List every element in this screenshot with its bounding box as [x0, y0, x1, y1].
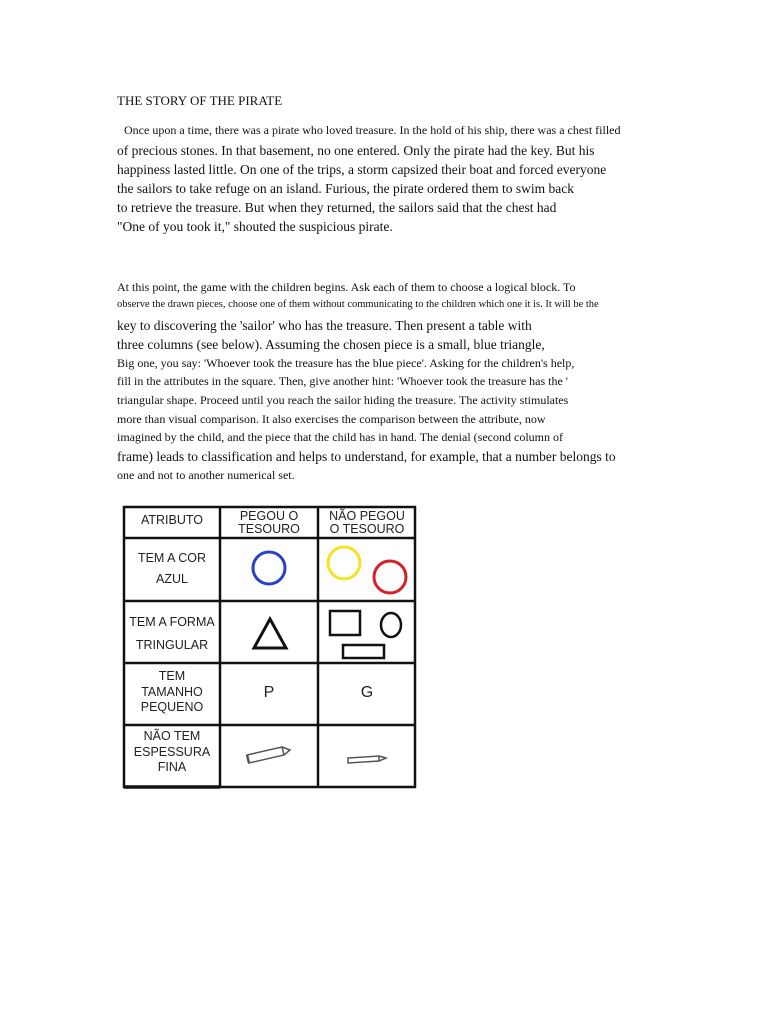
game-line-5: Big one, you say: 'Whoever took the treasure has the blue piece'. Asking for the children's help, — [117, 356, 575, 370]
blue-circle-icon — [253, 552, 285, 584]
circle-outline-icon — [381, 613, 401, 637]
header-attribute: ATRIBUTO — [140, 513, 204, 527]
game-line-3: key to discovering the 'sailor' who has the treasure. Then present a table with — [117, 318, 532, 333]
game-line-8: more than visual comparison. It also exercises the comparison between the attribute, now — [117, 412, 546, 426]
page-title: THE STORY OF THE PIRATE — [117, 93, 283, 108]
red-circle-icon — [374, 561, 406, 593]
story-line-4: the sailors to take refuge on an island. Furious, the pirate ordered them to swim back — [117, 181, 575, 196]
game-line-10: frame) leads to classification and helps to understand, for example, that a number belongs to — [117, 449, 616, 464]
square-icon — [330, 611, 360, 635]
header-not-took: NÃO PEGOU O TESOURO — [329, 509, 405, 537]
game-line-4: three columns (see below). Assuming the chosen piece is a small, blue triangle, — [117, 337, 545, 352]
size-big-value: G — [360, 684, 374, 701]
thick-pencil-icon — [247, 747, 290, 763]
thin-pencil-icon — [348, 756, 386, 763]
story-line-5: to retrieve the treasure. But when they returned, the sailors said that the chest had — [117, 200, 557, 215]
game-line-7: triangular shape. Proceed until you reach the sailor hiding the treasure. The activity stimulates — [117, 393, 569, 407]
game-line-6: fill in the attributes in the square. Then, give another hint: 'Whoever took the treasure has the ' — [117, 374, 568, 388]
attribute-color: TEM A COR AZUL — [137, 551, 207, 587]
attribute-size: TEM TAMANHO PEQUENO — [140, 669, 204, 715]
yellow-circle-icon — [328, 547, 360, 579]
story-line-2: of precious stones. In that basement, no one entered. Only the pirate had the key. But his — [117, 143, 595, 158]
size-small-value: P — [263, 684, 275, 701]
game-line-11: one and not to another numerical set. — [117, 468, 295, 482]
game-line-1: At this point, the game with the children begins. Ask each of them to choose a logical block. To — [117, 280, 576, 294]
attribute-shape: TEM A FORMA TRINGULAR — [129, 615, 215, 652]
game-line-2: observe the drawn pieces, choose one of them without communicating to the children which one it is. It will be the — [117, 299, 599, 310]
rectangle-icon — [343, 645, 384, 658]
attribute-table — [122, 505, 418, 789]
triangle-icon — [254, 619, 286, 648]
header-took: PEGOU O TESOURO — [238, 509, 300, 537]
game-line-9: imagined by the child, and the piece that the child has in hand. The denial (second column of — [117, 430, 563, 444]
attribute-thickness: NÃO TEM ESPESSURA FINA — [133, 729, 211, 775]
story-line-3: happiness lasted little. On one of the trips, a storm capsized their boat and forced everyone — [117, 162, 607, 177]
story-line-6: "One of you took it," shouted the suspicious pirate. — [117, 219, 393, 234]
story-line-1: Once upon a time, there was a pirate who loved treasure. In the hold of his ship, there was a chest filled — [124, 123, 621, 137]
